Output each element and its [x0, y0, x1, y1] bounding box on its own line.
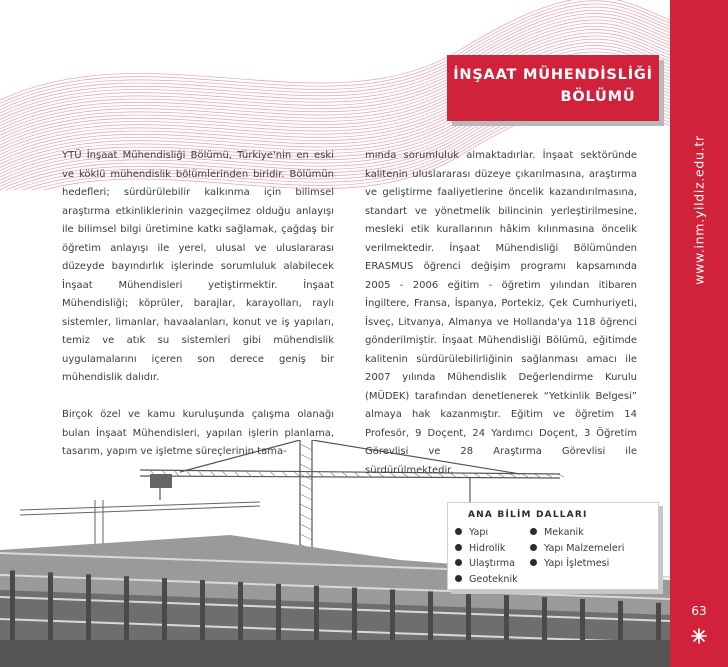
departments-list-1 [455, 525, 518, 587]
list-item: Yapı Malzemeleri [530, 541, 624, 557]
list-item: Yapı [455, 525, 518, 541]
paragraph: YTÜ İnşaat Mühendisliği Bölümü, Türkiye'nin en eski ve köklü mühendislik bölümlerinden biridir. Bölümün hedefleri; sürdürülebilir kalkınma için bilimsel araştırma etkinliklerinin vazgeçilmez olduğu anlayışı ile bilimsel bilgi üretimine katkı sağlamak, çağdaş bir öğretim anlayışı ile yerel, ulusal ve uluslararası düzeyde bayındırlık işlerinde sorumluluk alabilecek İnşaat Mühendisleri yetiştirmektir. İnşaat Mühendisliği; köprüler, barajlar, karayolları, raylı sistemler, limanlar, havaalanları, konut ve iş yapıları, temiz ve atık su sistemleri gibi mühendislik uygulamalarını içeren son derece geniş bir mühendislik dalıdır. [62, 150, 334, 383]
departments-list-2 [530, 525, 624, 572]
departments-title: ANA BİLİM DALLARI [468, 510, 588, 520]
title-line-1: İNŞAAT MÜHENDİSLİĞİ [453, 67, 653, 83]
star-ornament-icon [691, 628, 707, 644]
list-item: Hidrolik [455, 541, 518, 557]
article-left-column [62, 147, 334, 480]
list-item: Mekanik [530, 525, 624, 541]
paragraph: Birçok özel ve kamu kuruluşunda çalışma olanağı bulan İnşaat Mühendisleri, yapılan işlerin planlama, tasarım, yapım ve işletme süreçlerinin tama- [62, 409, 334, 457]
paragraph: mında sorumluluk almaktadırlar. İnşaat sektöründe kalitenin uluslararası düzeye çıkarılmasına, araştırma ve geliştirme faaliyetlerine öncelik kazandırılmasına, standart ve yönetmelik bilincinin yerleştirilmesine, mesleki etik kurallarının hâkim kılınmasına öncelik verilmektedir. İnşaat Mühendisliği Bölümünden ERASMUS öğrenci değişim programı kapsamında 2005 - 2006 eğitim - öğretim yılından itibaren İngiltere, Fransa, İspanya, Portekiz, Çek Cumhuriyeti, İsveç, Litvanya, Almanya ve Hollanda'ya 118 öğrenci gönderilmiştir. İnşaat Mühendisliği Bölümü, eğitimde kalitenin sürdürülebilirliğinin sağlanması amacı ile 2007 yılında Mühendislik Değerlendirme Kurulu (MÜDEK) tarafından denetlenerek “Yetkinlik Belgesi” almaya hak kazanmıştır. Eğitim ve öğretim 14 Profesör, 9 Doçent, 24 Yardımcı Doçent, 3 Öğretim Görevlisi ve 28 Araştırma Görevlisi ile sürdürülmektedir. [365, 150, 637, 476]
section-title-box [447, 55, 659, 121]
list-item: Geoteknik [455, 572, 518, 588]
list-item: Yapı İşletmesi [530, 556, 624, 572]
page-number: 63 [691, 604, 707, 618]
list-item: Ulaştırma [455, 556, 518, 572]
departments-box [447, 502, 659, 590]
right-sidebar [670, 0, 728, 667]
website-url: www.inm.yildiz.edu.tr [691, 135, 707, 285]
title-line-2: BÖLÜMÜ [560, 89, 636, 105]
article-right-column [365, 147, 637, 499]
